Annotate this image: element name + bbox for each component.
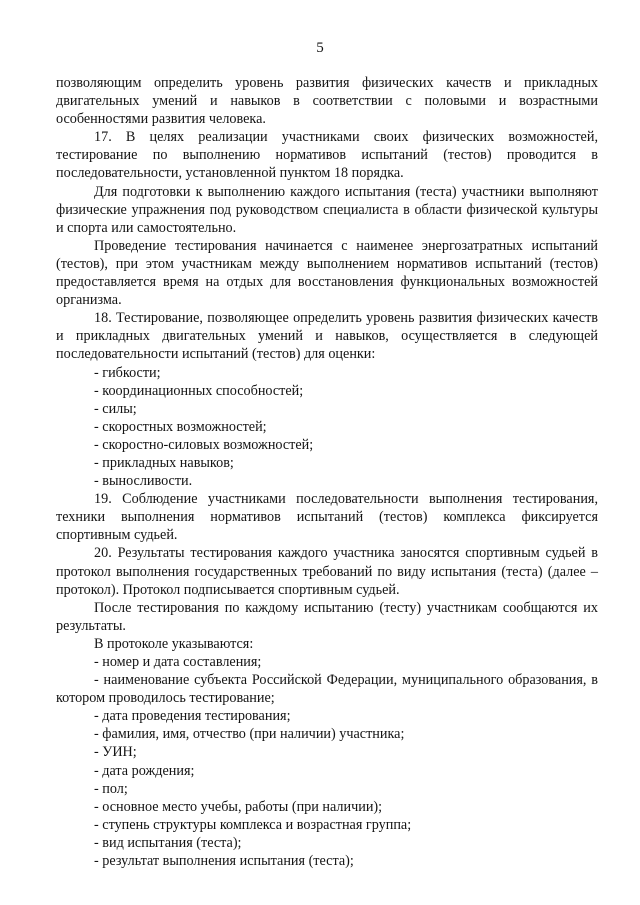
list-item: - пол;	[94, 780, 128, 797]
list-item: - прикладных навыков;	[94, 454, 234, 471]
list-item: - УИН;	[94, 744, 137, 761]
list-item: - дата рождения;	[94, 762, 195, 779]
document-body	[56, 74, 598, 870]
list-item: - силы;	[94, 400, 137, 417]
paragraph: В протоколе указываются:	[94, 635, 254, 652]
list-item: - дата проведения тестирования;	[94, 708, 291, 725]
list-item: - ступень структуры комплекса и возрастная группа;	[94, 816, 412, 833]
paragraph: Проведение тестирования начинается с наименее энергозатратных испытаний (тестов), при этом участникам между выполнением нормативов испытаний (тестов) предоставляется время на отдых для восстановления функциональных возможностей организма.	[56, 237, 598, 309]
list-item: - скоростно-силовых возможностей;	[94, 436, 314, 453]
page-number: 5	[316, 40, 324, 56]
paragraph: После тестирования по каждому испытанию (тесту) участникам сообщаются их результаты.	[56, 599, 598, 634]
list-item: - координационных способностей;	[94, 382, 304, 399]
list-item: - наименование субъекта Российской Федерации, муниципального образования, в котором проводилось тестирование;	[56, 672, 598, 707]
list-item: - результат выполнения испытания (теста);	[94, 853, 354, 870]
paragraph: 18. Тестирование, позволяющее определить уровень развития физических качеств и прикладных двигательных умений и навыков, осуществляется в следующей последовательности испытаний (тестов) для оценки:	[56, 310, 598, 363]
list-item: - выносливости.	[94, 473, 193, 490]
list-item: - гибкости;	[94, 364, 161, 381]
paragraph: 17. В целях реализации участниками своих физических возможностей, тестирование по выполнению нормативов испытаний (тестов) проводится в последовательности, установленной пунктом 18 порядка.	[56, 129, 598, 182]
list-item: - номер и дата составления;	[94, 654, 262, 670]
list-item: - основное место учебы, работы (при наличии);	[94, 798, 383, 815]
paragraph-continuation: позволяющим определить уровень развития физических качеств и прикладных двигательных умений и навыков в соответствии с половыми и возрастными особенностями развития человека.	[56, 75, 598, 128]
list-item: - вид испытания (теста);	[94, 834, 242, 851]
list-item: - фамилия, имя, отчество (при наличии) участника;	[94, 726, 405, 743]
paragraph: 20. Результаты тестирования каждого участника заносятся спортивным судьей в протокол выполнения государственных требований по виду испытания (теста) (далее – протокол). Протокол подписывается спортивным судьей.	[56, 545, 598, 598]
paragraph: Для подготовки к выполнению каждого испытания (теста) участники выполняют физические упражнения под руководством специалиста в области физической культуры и спорта или самостоятельно.	[56, 183, 598, 236]
list-item: - скоростных возможностей;	[94, 418, 267, 435]
paragraph: 19. Соблюдение участниками последовательности выполнения тестирования, техники выполнения нормативов испытаний (тестов) комплекса фиксируется спортивным судьей.	[56, 491, 598, 544]
